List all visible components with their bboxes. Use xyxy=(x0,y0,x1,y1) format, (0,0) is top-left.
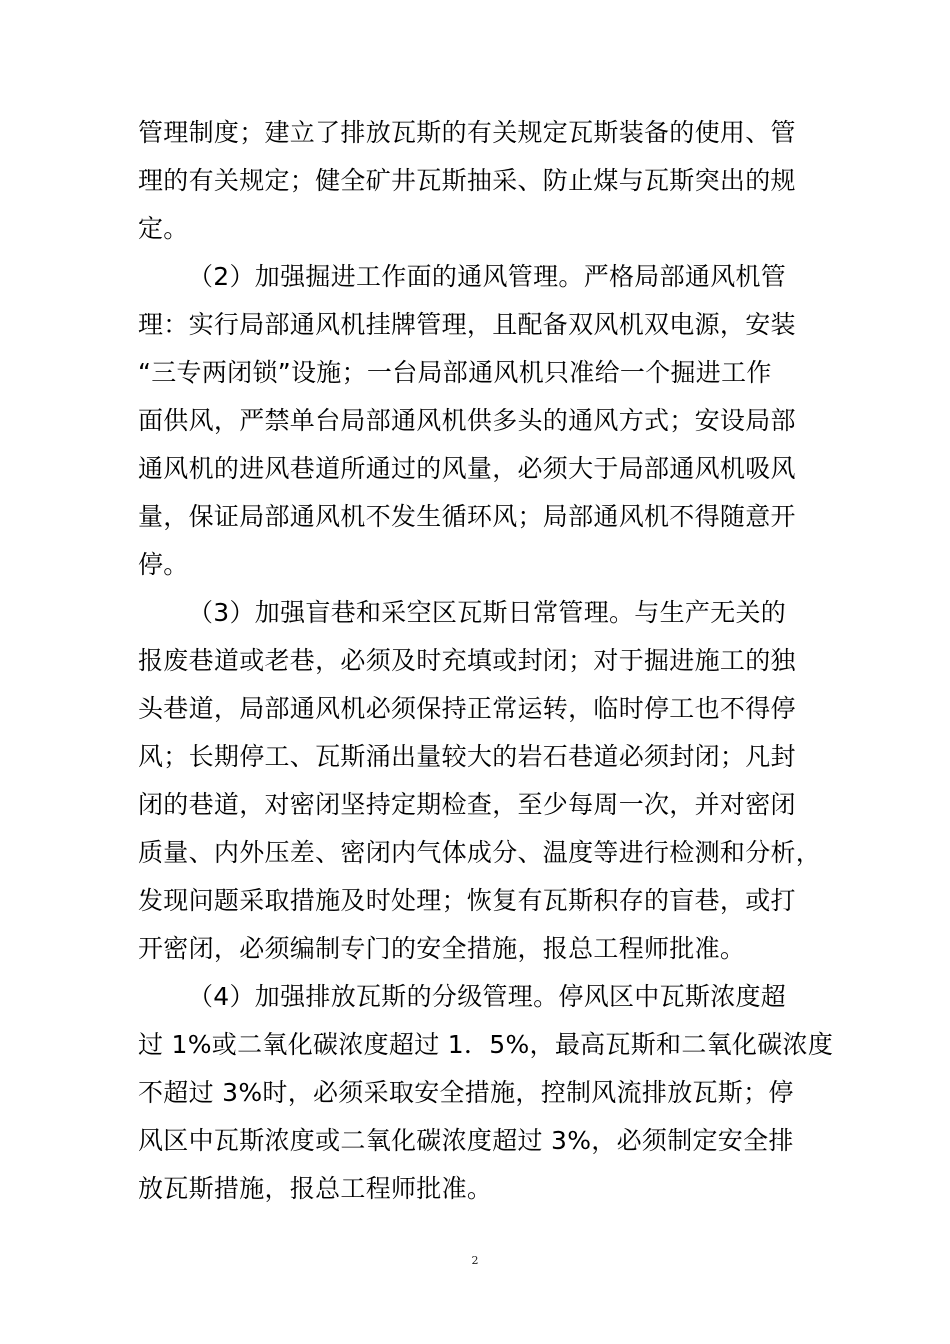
paragraph-line: （3）加强盲巷和采空区瓦斯日常管理。与生产无关的 xyxy=(188,598,787,627)
paragraph-line: “三专两闭锁”设施；一台局部通风机只准给一个掘进工作 xyxy=(138,358,772,387)
paragraph-line: 放瓦斯措施，报总工程师批准。 xyxy=(138,1174,493,1203)
paragraph-line: 过 1%或二氧化碳浓度超过 1．5%，最高瓦斯和二氧化碳浓度 xyxy=(138,1030,834,1059)
paragraph-line: 面供风，严禁单台局部通风机供多头的通风方式；安设局部 xyxy=(138,406,796,435)
paragraph-line: 风；长期停工、瓦斯涌出量较大的岩石巷道必须封闭；凡封 xyxy=(138,742,796,771)
paragraph-line: 不超过 3%时，必须采取安全措施，控制风流排放瓦斯；停 xyxy=(138,1078,794,1107)
paragraph-line: 报废巷道或老巷，必须及时充填或封闭；对于掘进施工的独 xyxy=(138,646,796,675)
paragraph-line: 量，保证局部通风机不发生循环风；局部通风机不得随意开 xyxy=(138,502,796,531)
paragraph-line: 头巷道，局部通风机必须保持正常运转，临时停工也不得停 xyxy=(138,694,796,723)
page-number: 2 xyxy=(471,1254,479,1267)
paragraph-line: 闭的巷道，对密闭坚持定期检查，至少每周一次，并对密闭 xyxy=(138,790,796,819)
paragraph-line: （4）加强排放瓦斯的分级管理。停风区中瓦斯浓度超 xyxy=(188,982,787,1011)
paragraph-line: （2）加强掘进工作面的通风管理。严格局部通风机管 xyxy=(188,262,787,291)
paragraph-line: 定。 xyxy=(138,214,189,243)
paragraph-line: 开密闭，必须编制专门的安全措施，报总工程师批准。 xyxy=(138,934,746,963)
paragraph-line: 停。 xyxy=(138,550,189,579)
paragraph-line: 管理制度；建立了排放瓦斯的有关规定瓦斯装备的使用、管 xyxy=(138,118,796,147)
paragraph-line: 通风机的进风巷道所通过的风量，必须大于局部通风机吸风 xyxy=(138,454,796,483)
paragraph-line: 理的有关规定；健全矿井瓦斯抽采、防止煤与瓦斯突出的规 xyxy=(138,166,796,195)
paragraph-line: 质量、内外压差、密闭内气体成分、温度等进行检测和分析， xyxy=(138,838,822,867)
paragraph-line: 发现问题采取措施及时处理；恢复有瓦斯积存的盲巷，或打 xyxy=(138,886,796,915)
paragraph-line: 风区中瓦斯浓度或二氧化碳浓度超过 3%，必须制定安全排 xyxy=(138,1126,794,1155)
paragraph-line: 理：实行局部通风机挂牌管理，且配备双风机双电源，安装 xyxy=(138,310,796,339)
